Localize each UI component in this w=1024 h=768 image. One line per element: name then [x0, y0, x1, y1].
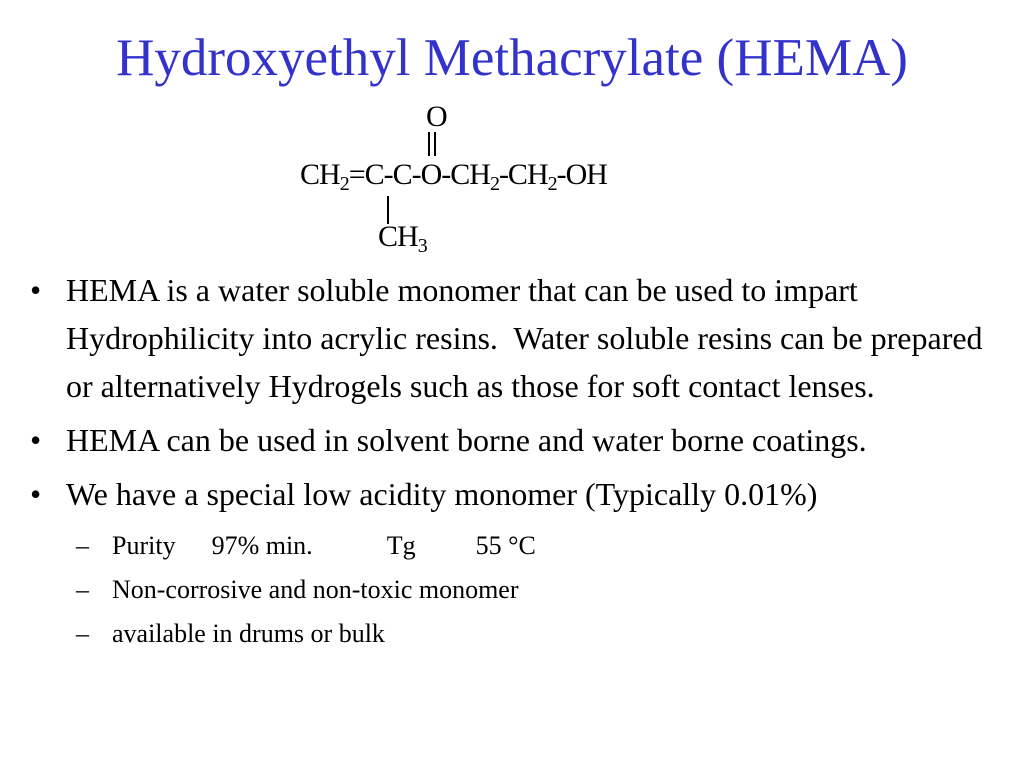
formula-subscript: 2 — [489, 173, 499, 195]
formula-part: -OH — [556, 158, 607, 191]
sub-bullet-item — [76, 612, 1014, 656]
formula-part: CH — [300, 158, 340, 191]
dash-mark: – — [76, 619, 89, 648]
bullet-text: We have a special low acidity monomer (Typically 0.01%) — [66, 476, 818, 512]
bullet-mark: • — [30, 272, 42, 308]
methyl-group — [378, 220, 427, 258]
purity-value: 97% min. — [211, 531, 313, 560]
sub-bullet-item — [76, 568, 1014, 612]
bullet-list — [24, 266, 1014, 656]
formula-subscript: 2 — [547, 173, 557, 195]
bullet-text: HEMA is a water soluble monomer that can be used to impart Hydrophilicity into acrylic resins. Water soluble resins can be prepared or alternatively Hydrogels such as those for soft contact lenses. — [66, 272, 991, 404]
tg-label: Tg — [386, 531, 416, 560]
hema-structural-formula — [300, 100, 720, 260]
carbonyl-oxygen: O — [426, 100, 448, 133]
formula-subscript: 2 — [339, 173, 349, 195]
slide-title: Hydroxyethyl Methacrylate (HEMA) — [116, 29, 908, 87]
sub-bullet-item — [76, 524, 1014, 568]
formula-part: =C-C-O-CH — [348, 158, 490, 191]
formula-main-chain — [300, 158, 607, 196]
bullet-item — [24, 470, 1014, 518]
dash-mark: – — [76, 531, 89, 560]
carbonyl-double-bond — [428, 132, 436, 156]
purity-label: Purity — [112, 531, 176, 560]
formula-part: -CH — [498, 158, 548, 191]
sub-bullet-text: available in drums or bulk — [112, 619, 385, 648]
sub-bullet-text: Non-corrosive and non-toxic monomer — [112, 575, 519, 604]
bullet-mark: • — [30, 476, 42, 512]
formula-subscript: 3 — [417, 235, 427, 257]
dash-mark: – — [76, 575, 89, 604]
bullet-mark: • — [30, 422, 42, 458]
formula-part: CH — [378, 220, 418, 253]
bullet-item — [24, 416, 1014, 464]
bullet-item — [24, 266, 1014, 410]
sub-bullet-list — [24, 524, 1014, 656]
bullet-text: HEMA can be used in solvent borne and water borne coatings. — [66, 422, 867, 458]
tg-value: 55 °C — [475, 531, 536, 560]
